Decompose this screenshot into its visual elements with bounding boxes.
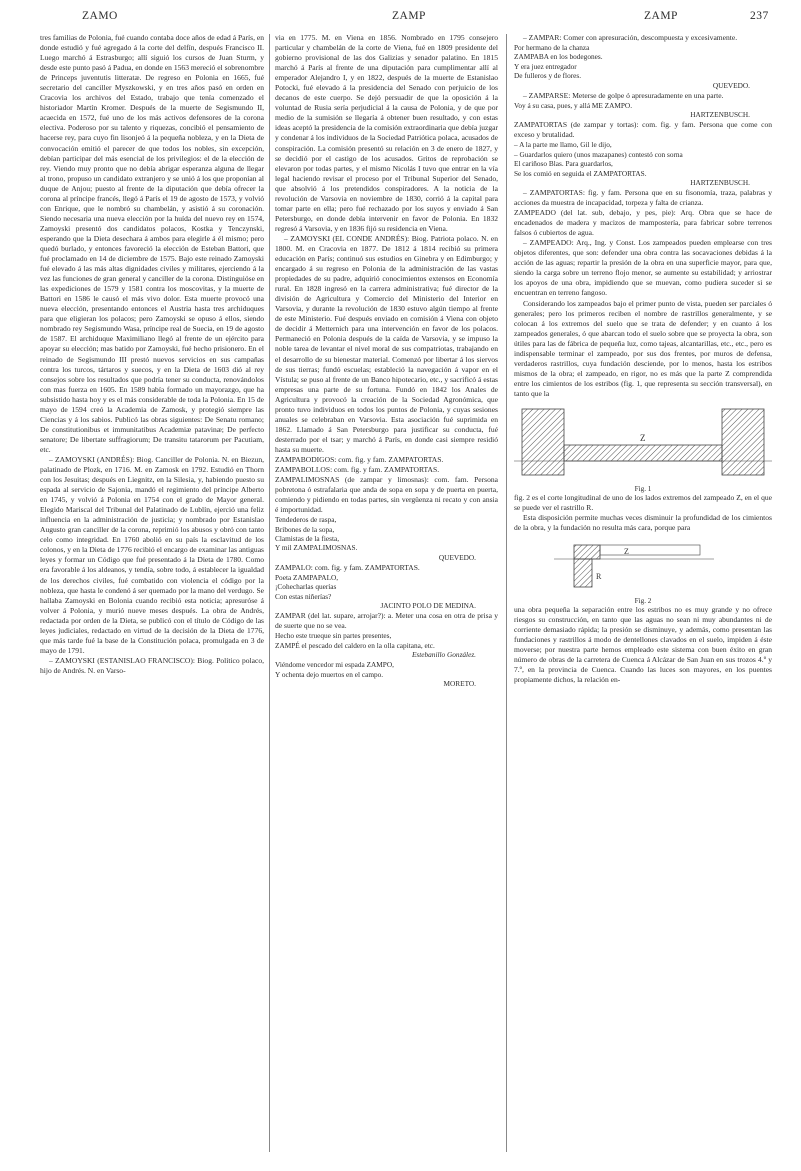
entry-zampatortas: ZAMPATORTAS (de zampar y tortas): com. fig. y fam. Persona que come con exceso y brutalidad. [514, 120, 772, 140]
column-rule [506, 34, 507, 1152]
entry-zamoyski-juan: tres familias de Polonia, fué cuando contaba doce años de edad á París, en donde estudió y fué agregado á la corte del delfín, después Francisco II. Luego marchó á Estrasburgo; allí siguió los cursos de Juan Sturm, y desde este punto pasó á Padua, en donde en 1563 mereció el sobrenombre de Princeps juventutis litteratæ. De regreso en Polonia en 1665, fué secretario del canciller Myszkowski, y en tres años pasó en orden en Cracovia los archivos del Estado, trabajo que tenía comenzado el historiador Martín Kromer. Después de la muerte de Segismundo II, acaecida en 1572, fué uno de los más activos defensores de la corona electiva. Poderoso por su talento y riquezas, concibió el pensamiento de hacerse rey, para cuyo fin lisonjeó á la pequeña nobleza, y en la Dieta de convocación emitió el parecer de que todos los nobles, sin excepción, debían participar del más esencial de los privilegios: el de la elección de rey. Viendo muy pronto que no debía abrigar esperanza alguna de llegar al trono, propuso un candidato extranjero y se unió á los que proponían al duque de Anjou; puesto al frente de la diputación que debía ofrecer la corona al príncipe francés, llegó á París el 19 de agosto de 1573, y volvió con Enrique, que le nombró su chambelán, y asistió á su coronación. Siendo necesaria una nueva elección por la huída del nuevo rey en 1574, Zamoyski presentó dos candidatos polacos, Kostka y Tenczynski, esperando que la Dieta desechara á ambos para elegirle á él mismo; pero quedó burlado, y entonces favoreció la elección de Esteban Battori, que fué proclamado en 14 de diciembre de 1575. Bajo este reinado Zamoyski fué elevado á las más altas dignidades civiles y militares, ejerciendo á la vez las funciones de gran general y canciller de la corona. Distinguióse en las expediciones de 1579 y 1581 contra los moscovitas, y la muerte de Battori en 1586 le causó el más vivo dolor. Esta muerte provocó una nueva elección, presentando entonces el Austria hasta tres archiduques para que eligieran los polacos; pero Zamoyski se opuso á ellos, siendo nombrado rey Segismundo Wasa, príncipe real de Suecia, en 19 de agosto de 1587. El archiduque Maximiliano llegó al frente de un ejército para apoyar su elección; mas batido por Zamoyski, fué hecho prisionero. En el reinado de Segismundo III prestó nuevos servicios en sus campañas contra los turcos, tártaros y suecos, y en la Dieta de 1603 dió al rey consejos sobre los resultados que podría tener su conducta, renovándolos con mas fuerza en 1605. En 1589 había formado un mayorazgo, que ha subsistido hasta hoy y es el más considerable de toda la Polonia. En 15 de mayo de 1594 creó la Academia de Zamosk, y protegió siempre las Ciencias y á los sabios. Publicó las obras siguientes: De Senatu romano; De constitutionibus et immunitatibus Academiæ patavinæ; De perfecto senatore; De libertate suffragiorum; De transitu tatarorum per Pacutiam, etc. [40, 33, 264, 454]
figure-2-description: fig. 2 es el corte longitudinal de uno de los lados extremos del zampeado Z, en el que se puede ver el rastrillo R. [514, 492, 772, 513]
quote-line: El cariñoso Blas. Para guardarlos, [514, 159, 613, 169]
quote-block [514, 140, 772, 188]
column-3 [514, 33, 772, 686]
quote-line: Poeta ZAMPAPALO, [275, 572, 339, 582]
quote-block [275, 573, 498, 611]
figure-1-drawing [514, 405, 772, 481]
entry-zampeado-arq: – ZAMPEADO: Arq., Ing. y Const. Los zampeados pueden emplearse con tres objetos diferentes, que son: defender una obra contra las socavaciones debidas á la acción de las aguas; repartir la presión de la obra en una superficie mayor, para que, siendo la carga sobre un terreno flojo menor, se aumente su estabilidad; y arriostrar los apoyos de una obra, impidiendo que se muevan, como pudiera suceder si se encuentran en terreno fangoso. [514, 238, 772, 298]
entry-zamoyski-andres: – ZAMOYSKI (ANDRÉS): Biog. Canciller de Polonia. N. en Biezun, palatinado de Plozk, en 1716. M. en Zamosk en 1792. Estudió en Thorn con los Jesuitas; después en Liegnitz, en la Silesia, y, habiendo puesto su espada al servicio de Sajonia, mandó el regimiento del príncipe Alberto en 1745, y volvió á Polonia en 1754 con el grado de Mayor general. Elegido Mariscal del Tribunal del Palatinado de Lublín, ejerció una feliz influencia en la administración de justicia; y nombrado por Estanislao Augusto gran canciller de la corona, reprimió los abusos y obró con tanto celo como integridad. En 1760 abolió en su país la esclavitud de los colonos, y en la Dieta de 1776 recibió el encargo de examinar las antiguas leyes y formar un Código que fué presentado á la Dieta de 1780. Como era favorable á los aldeanos, y tendía, sobre todo, á establecer la igualdad de los derechos civiles, fué combatido con violencia el código por la nobleza, que hasta le condenó á ser quemado por la mano del verdugo. Se hallaba Zamoyski en Bolonia cuando recibió esta noticia; apresuróse á volver á Polonia, y murió nueve meses después. La obra de Andrés, redactada por orden de la Dieta, se publicó con el título de Código de las leyes judiciales, redactado en virtud de la decisión de la Dieta de 1776, que más tarde fué la base de la Constitución polaca, promulgada en 3 de mayo de 1791. [40, 454, 264, 655]
quote-line: Se los comió en seguida el ZAMPATORTAS. [514, 168, 647, 178]
entry-zampar-comer: – ZAMPAR: Comer con apresuración, descompuesta y excesivamente. [523, 33, 738, 42]
entry-zampeado-cont: Considerando los zampeados bajo el primer punto de vista, pueden ser parciales ó generales; pero los primeros reciben el nombre de rastrillos generalmente, y se colocan á los extremos del suelo que se trata de defender; y en cuanto á los zampeados generales, ó que abarcan todo el suelo sobre que se proyecta la obra, son útiles para las de fábrica de pequeña luz, como tajeas, alcantarillas, etc., etc., pero es indispensable terminar el zampeado, por sus dos frentes, por muros de defensa, verdaderos rastrillos, cuya fundación desciende, por lo menos, hasta los estribos mismos de la obra; el zampeado, en rigor, no es más que la parte Z comprendida entre los cimientos de los estribos (fig. 1, que representa su sección transversal), en tanto que la [514, 298, 772, 398]
entry-zampeado: ZAMPEADO (del lat. sub, debajo, y pes, pie): Arq. Obra que se hace de encadenados de madera y macizos de mampostería, para fabricar sobre terrenos falsos ó cubiertos de agua. [514, 208, 772, 238]
quote-author: HARTZENBUSCH. [690, 177, 750, 187]
entry-zampalimosnas: ZAMPALIMOSNAS (de zampar y limosnas): com. fam. Persona pobretona ó estrafalaria que anda de sopa en sopa y de puerta en puerta, comiendo y pidiendo en todas partes, sin vergüenza ni recato y con ansia é importunidad. [275, 475, 498, 515]
quote-block [514, 43, 772, 91]
header-left: ZAMO [82, 10, 118, 22]
figure-2-drawing [514, 539, 772, 593]
paragraph-obra-pequena: una obra pequeña la separación entre los estribos no es muy grande y no ofrece riesgos su construcción, en tanto que las aguas no sean ni muy abundantes ni de corriente demasiado rápida; la presión se disminuye, y además, como presentan las fundaciones y rastrillos á modo de dentellones clavados en el suelo, impiden á éste moverse; por nuestra parte hemos empleado este sistema con buen éxito en gran número de obras de la carretera de Cuenca á Alcázar de San Juan en sus trozos 4.º y 7.º, en la provincia de Cuenca. Cuando las luces son mayores, en los puentes propiamente dichos, la relación en- [514, 605, 772, 685]
quote-author: JACINTO POLO DE MEDINA. [380, 601, 476, 611]
figure-2 [514, 539, 772, 606]
column-rule [269, 34, 270, 1152]
figure-1 [514, 405, 772, 494]
svg-text:R: R [596, 572, 602, 582]
quote-line: ZAMPABA en los bodegones. [514, 52, 603, 62]
svg-text:Z: Z [624, 547, 629, 557]
page-number: 237 [750, 10, 769, 22]
svg-text:Z: Z [640, 432, 646, 443]
entry-zampabollos: ZAMPABOLLOS: com. fig. y fam. ZAMPATORTAS. [275, 465, 440, 475]
quote-block [275, 660, 498, 689]
entry-zamparse: – ZAMPARSE: Meterse de golpe ó apresuradamente en una parte. [523, 90, 724, 100]
quote-line: Con estas niñerías? [275, 591, 332, 601]
entry-continued: via en 1775. M. en Viena en 1856. Nombrado en 1795 consejero particular y chambelán de la corte de Viena, fué en 1809 presidente del gobierno provisional de las dos Galizias y senador palatino. En 1815 marchó á París al frente de una diputación para cumplimentar allí al emperador Alejandro I, y en 1822, después de la muerte de Estanislao Potocki, fué elevado á la presidencia del Senado con perjuicio de los decanos de este cuerpo. Se dejó persuadir de que la oposición á la voluntad de Rusia sería perjudicial á la causa de Polonia, y de que por medio de la sumisión se llegaría á obtener buen resultado, y con estas ideas aceptó la presidencia de la comisión extraordinaria que debía juzgar y condenar á los individuos de la Sociedad Patriótica polaca, acusados de conspiración. La comisión presentó su relación en 3 de enero de 1827, y se decidió por el castigo de los acusados. Gritos de reprobación se elevaron por todas partes, y el mismo Nicolás I tuvo que entrar en la vía legal haciendo revisar el proceso por el Tribunal Superior del Senado, que absolvió á los pretendidos conspiradores. A la noticia de la revolución de Varsovia en noviembre de 1830, corrió á la capital para tomar parte en ella; pero fué rechazado por los suyos y enviado á San Petersburgo, en donde debía intervenir en favor de Polonia. En 1832 regresó á Varsovia, y en 1836 fijó su residencia en Viena. [275, 33, 498, 233]
quote-line: Hecho este trueque sin partes presentes, [275, 631, 392, 641]
running-header [38, 10, 778, 26]
entry-zampabodigos: ZAMPABODIGOS: com. fig. y fam. ZAMPATORTAS. [275, 454, 444, 464]
quote-line: Y ochenta dejo muertos en el campo. [275, 669, 384, 679]
quote-author: MORETO. [443, 679, 476, 688]
header-center: ZAMP [392, 10, 426, 22]
quote-line: – Guardarlos quiero (unos mazapanes) contestó con sorna [514, 149, 683, 159]
quote-line: Bribones de la sopa, [275, 524, 335, 534]
entry-zamoyski-estanislao: – ZAMOYSKI (ESTANISLAO FRANCISCO): Biog. Político polaco, hijo de Andrés. N. en Varso- [40, 655, 264, 675]
quote-author: QUEVEDO. [712, 80, 750, 90]
quote-line: Y mil ZAMPALIMOSNAS. [275, 543, 358, 553]
entry-zampatortas-fig: – ZAMPATORTAS: fig. y fam. Persona que en su fisonomía, traza, palabras y acciones da muestra de incapacidad, torpeza y falta de crianza. [514, 187, 772, 208]
paragraph-disposicion: Esta disposición permite muchas veces disminuir la profundidad de los cimientos de la obra, y la fundación no resulta más cara, porque para [514, 513, 772, 533]
entry-zampapalo: ZAMPALO: com. fig. y fam. ZAMPATORTAS. [275, 562, 420, 572]
quote-line: Tendederos de raspa, [275, 515, 337, 525]
quote-line: Por hermano de la chanza [514, 43, 590, 53]
quote-line: Voy á su casa, pues, y allá ME ZAMPO. [514, 100, 633, 110]
quote-block [514, 101, 772, 120]
entry-zamoyski-conde: – ZAMOYSKI (EL CONDE ANDRÉS): Biog. Patriota polaco. N. en 1800. M. en Cracovia en 1877. De 1812 á 1814 recibió su primera educación en París; continuó sus estudios en Ginebra y en Edimburgo; y encargado á su regreso en Polonia de la administración de las vastas propiedades de su padre, adquirió conocimientos extensos en Economía rural. En 1828 ingresó en la carrera administrativa; fué director de la división de Agricultura y Comercio del Ministerio del Interior en Varsovia, y durante la revolución de 1830 estuvo algún tiempo al frente de este Ministerio. Fué después enviado en comisión á Viena con objeto de decidir á Metternich para una intervención en favor de los polacos. Permaneció en Polonia después de la caída de Varsovia, y se impuso la noble tarea de levantar el nivel moral de sus compatriotas, trabajando en el desarrollo de su bienestar material. Comenzó por libertar á los siervos de sus tierras; fundó escuelas; estableció la navegación á vapor en el Vístula; se puso al frente de un Banco hipotecario, etc., y sacrificó á estas empresas una parte de su fortuna. Fundó en 1842 los Anales de Agricultura y provocó la creación de la Sociedad Agronómica, que pronto tuvo individuos en todos los puntos de Polonia, y cuyas sesiones anuales se celebraban en Varsovia. Esta asociación fué suprimida en 1862. Llamado á San Petersburgo para justificar su conducta, fué desterrado por el tsar; y marchó á París, en donde casi siempre residió hasta su muerte. [275, 233, 498, 454]
quote-author: QUEVEDO. [438, 552, 476, 562]
quote-block [275, 631, 498, 660]
quote-line: ZAMPÉ el pescado del caldero en la olla capitana, etc. [275, 640, 435, 650]
header-right: ZAMP [644, 10, 678, 22]
figure-2-caption: Fig. 2 [634, 597, 652, 606]
quote-line: De fulleros y de flores. [514, 71, 582, 81]
quote-line: Y era juez entregador [514, 61, 577, 71]
quote-line: – A la parte me llamo, Gil le dijo, [514, 140, 612, 150]
quote-line: Viéndome vencedor mi espada ZAMPO, [275, 660, 394, 670]
quote-author: Estebanillo González. [411, 650, 476, 660]
entry-zampar: ZAMPAR (del lat. supare, arrojar?): a. Meter una cosa en otra de prisa y de suerte que no se vea. [275, 611, 498, 631]
quote-author: HARTZENBUSCH. [690, 110, 750, 120]
column-1 [40, 33, 264, 676]
figure-1-caption: Fig. 1 [634, 485, 652, 494]
quote-line: ¡Cohecharlas querías [275, 582, 337, 592]
quote-line: Clamistas de la fiesta, [275, 534, 340, 544]
quote-block [275, 515, 498, 563]
column-2 [275, 33, 498, 689]
